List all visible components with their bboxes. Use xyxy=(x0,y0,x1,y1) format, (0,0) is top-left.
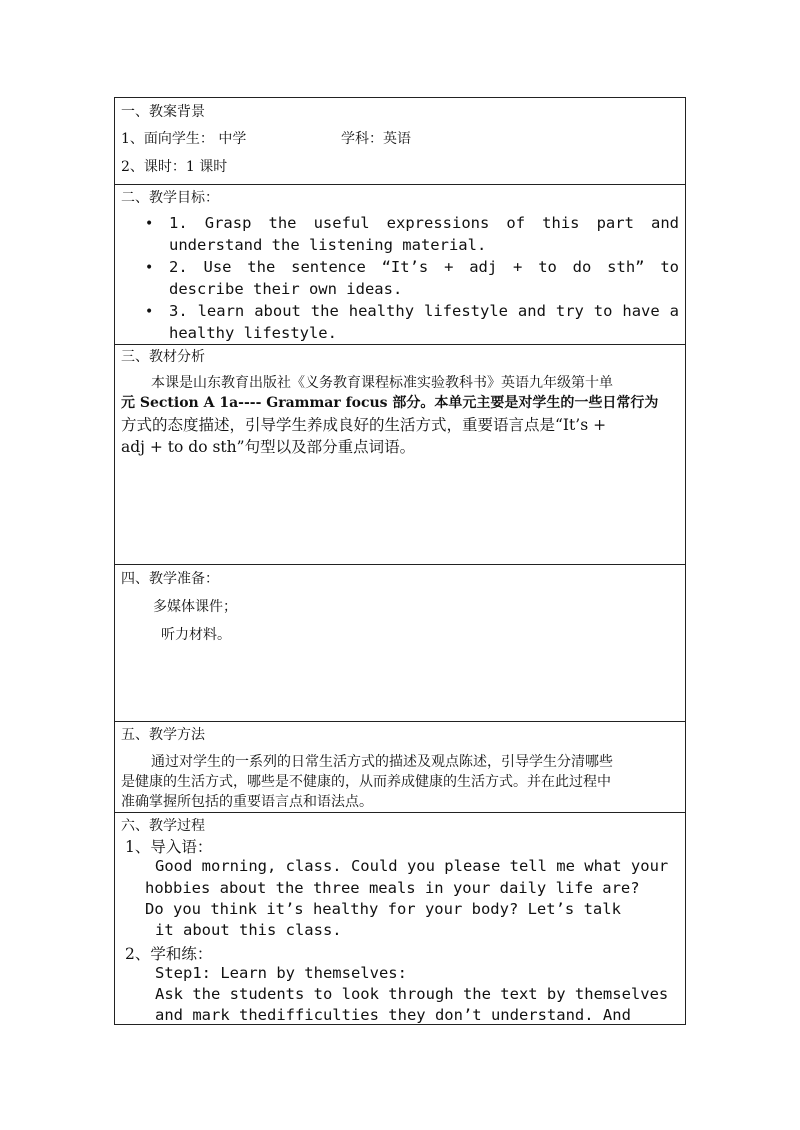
practice-step-1: Step1: Learn by themselves: xyxy=(155,964,407,982)
class-hours: 2、课时：1 课时 xyxy=(121,159,228,175)
objective-1-line2: understand the listening material. xyxy=(169,236,487,254)
method-line-1: 通过对学生的一系列的日常生活方式的描述及观点陈述，引导学生分清哪些 xyxy=(151,754,613,770)
section-preparation xyxy=(115,564,685,722)
analysis-line-4: adj + to do sth”句型以及部分重点词语。 xyxy=(121,438,416,456)
section-method xyxy=(115,721,685,813)
objective-1-line1: 1. Grasp the useful expressions of this part and xyxy=(169,214,679,232)
section-title: 三、教材分析 xyxy=(121,349,205,365)
intro-line-4: it about this class. xyxy=(155,921,342,939)
analysis-line-1: 本课是山东教育出版社《义务教育课程标准实验教科书》英语九年级第十单 xyxy=(151,375,613,391)
analysis-line-3: 方式的态度描述，引导学生养成良好的生活方式，重要语言点是“It’s + xyxy=(121,416,607,434)
section-title: 六、教学过程 xyxy=(121,818,205,834)
bullet-dot: • xyxy=(145,260,154,276)
analysis-line-2: 元 Section A 1a---- Grammar focus 部分。本单元主要是对学生的一些日常行为 xyxy=(121,395,659,411)
section-title: 二、教学目标： xyxy=(121,190,219,206)
objective-2-line1: 2. Use the sentence “It’s + adj + to do sth” to xyxy=(169,258,679,276)
bullet-dot: • xyxy=(145,216,154,232)
objective-3-line1: 3. learn about the healthy lifestyle and try to have a xyxy=(169,302,679,320)
section-process xyxy=(115,812,685,1024)
section-title: 四、教学准备： xyxy=(121,571,219,587)
target-students: 1、面向学生： 中学 xyxy=(121,131,247,147)
section-analysis xyxy=(115,344,685,565)
intro-line-1: Good morning, class. Could you please tell me what your xyxy=(155,857,669,875)
process-subtitle-practice: 2、学和练： xyxy=(125,945,213,963)
section-objectives xyxy=(115,184,685,345)
section-title: 一、教案背景 xyxy=(121,104,205,120)
subject: 学科：英语 xyxy=(341,131,411,147)
intro-line-2: hobbies about the three meals in your daily life are? xyxy=(145,879,640,897)
method-line-2: 是健康的生活方式，哪些是不健康的，从而养成健康的生活方式。并在此过程中 xyxy=(121,774,611,790)
lesson-plan-table xyxy=(114,97,686,1025)
process-subtitle-intro: 1、导入语： xyxy=(125,838,213,856)
intro-line-3: Do you think it’s healthy for your body? Let’s talk xyxy=(145,900,621,918)
bullet-dot: • xyxy=(145,304,154,320)
objective-3-line2: healthy lifestyle. xyxy=(169,324,337,342)
practice-line-2: Ask the students to look through the text by themselves xyxy=(155,985,669,1003)
preparation-item-1: 多媒体课件； xyxy=(153,599,237,615)
method-line-3: 准确掌握所包括的重要语言点和语法点。 xyxy=(121,794,373,810)
practice-line-3: and mark thedifficulties they don’t understand. And xyxy=(155,1006,631,1024)
section-background xyxy=(115,98,685,185)
objective-2-line2: describe their own ideas. xyxy=(169,280,403,298)
preparation-item-2: 听力材料。 xyxy=(161,627,231,643)
section-title: 五、教学方法 xyxy=(121,727,205,743)
